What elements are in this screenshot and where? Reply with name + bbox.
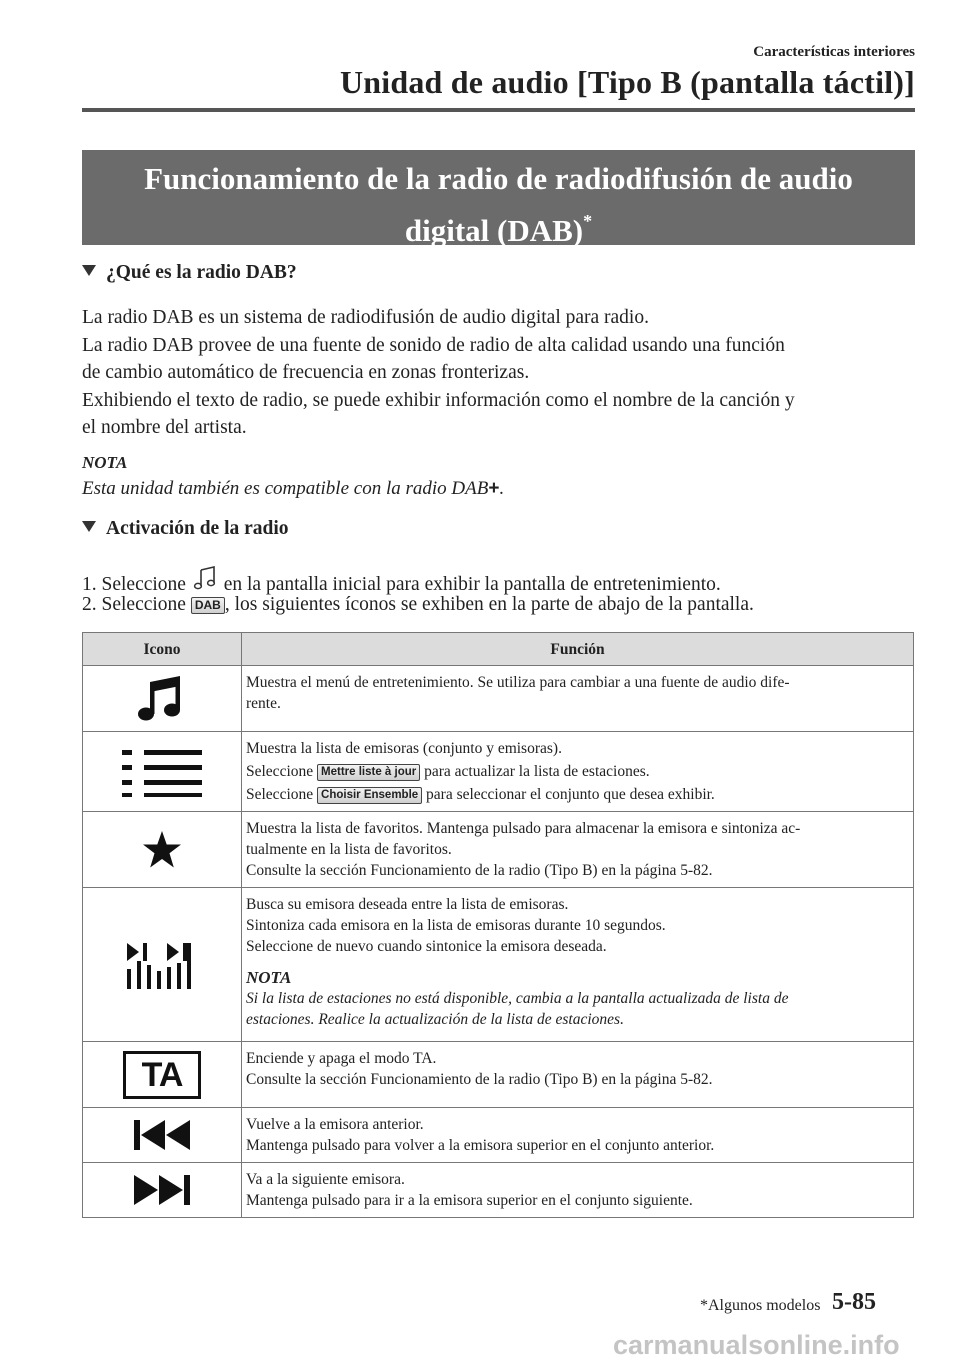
select-word: Seleccione — [246, 786, 314, 803]
update-list-button[interactable]: Mettre liste à jour — [317, 764, 420, 781]
function-line — [246, 784, 907, 805]
skip-forward-icon[interactable] — [134, 1173, 190, 1207]
icon-cell — [83, 1163, 242, 1218]
footnote: *Algunos modelos — [700, 1297, 821, 1314]
table-row — [83, 666, 914, 732]
table-row — [83, 1108, 914, 1163]
section-banner — [82, 150, 915, 248]
function-text: para actualizar la lista de estaciones. — [424, 763, 650, 780]
music-note-icon[interactable] — [136, 674, 188, 724]
step-2 — [82, 594, 754, 616]
triangle-bullet-icon — [82, 521, 96, 532]
function-line: Consulte la sección Funcionamiento de la radio (Tipo B) en la página 5-82. — [246, 1071, 713, 1088]
subheading-text: Activación de la radio — [106, 518, 289, 539]
function-line: Muestra la lista de favoritos. Mantenga pulsado para almacenar la emisora e sintoniza ac- — [246, 820, 801, 837]
dab-plus-mark: + — [488, 478, 500, 499]
function-line: Muestra la lista de emisoras (conjunto y emisoras). — [246, 740, 562, 757]
column-header-function: Función — [242, 633, 914, 666]
select-word: Seleccione — [246, 763, 314, 780]
step-1-prefix: 1. Seleccione — [82, 574, 186, 595]
step-2-prefix: 2. Seleccione — [82, 594, 186, 615]
function-line: Vuelve a la emisora anterior. — [246, 1116, 424, 1133]
function-line: Consulte la sección Funcionamiento de la radio (Tipo B) en la página 5-82. — [246, 862, 713, 879]
intro-line: Exhibiendo el texto de radio, se puede exhibir información como el nombre de la canción y — [82, 389, 795, 411]
note-text — [82, 478, 504, 500]
note-text-body: Esta unidad también es compatible con la radio DAB — [82, 478, 489, 499]
function-cell — [242, 666, 914, 732]
function-cell — [242, 1108, 914, 1163]
intro-line: La radio DAB provee de una fuente de sonido de radio de alta calidad usando una función — [82, 334, 785, 356]
subheading-what-is-dab — [82, 262, 297, 284]
scan-icon[interactable] — [127, 941, 197, 989]
icon-cell — [83, 1108, 242, 1163]
function-cell — [242, 888, 914, 1042]
function-cell — [242, 812, 914, 888]
note-line: Si la lista de estaciones no está disponible, cambia a la pantalla actualizada de lista de — [246, 990, 789, 1007]
icon-cell — [83, 812, 242, 888]
column-header-icon: Icono — [83, 633, 242, 666]
list-icon[interactable] — [122, 747, 202, 797]
banner-asterisk: * — [583, 211, 593, 231]
note-heading: NOTA — [82, 453, 128, 472]
table-row — [83, 732, 914, 812]
function-line: Enciende y apaga el modo TA. — [246, 1050, 437, 1067]
dab-button[interactable]: DAB — [191, 597, 225, 614]
note-heading: NOTA — [246, 968, 292, 987]
header-section: Características interiores — [753, 44, 915, 60]
step-2-suffix: , los siguientes íconos se exhiben en la parte de abajo de la pantalla. — [224, 594, 754, 615]
icon-cell — [83, 666, 242, 732]
choose-ensemble-button[interactable]: Choisir Ensemble — [317, 787, 422, 804]
function-line: Sintoniza cada emisora en la lista de emisoras durante 10 segundos. — [246, 917, 666, 934]
page-title: Unidad de audio [Tipo B (pantalla táctil)] — [339, 64, 915, 100]
function-line: Mantenga pulsado para ir a la emisora superior en el conjunto siguiente. — [246, 1192, 693, 1209]
intro-line: el nombre del artista. — [82, 417, 247, 438]
function-line: Mantenga pulsado para volver a la emisora superior en el conjunto anterior. — [246, 1137, 715, 1154]
table-row — [83, 1163, 914, 1218]
step-1 — [82, 566, 721, 596]
banner-line-2 — [82, 200, 915, 252]
function-line: Va a la siguiente emisora. — [246, 1171, 405, 1188]
subheading-activation — [82, 518, 289, 540]
table-row — [83, 888, 914, 1042]
function-cell — [242, 1042, 914, 1108]
icon-cell — [83, 888, 242, 1042]
intro-line: La radio DAB es un sistema de radiodifusión de audio digital para radio. — [82, 307, 649, 328]
table-row — [83, 812, 914, 888]
skip-back-icon[interactable] — [134, 1118, 190, 1152]
page-number: 5-85 — [832, 1289, 876, 1315]
table-header-row — [83, 633, 914, 666]
triangle-bullet-icon — [82, 265, 96, 276]
function-line: Busca su emisora deseada entre la lista de emisoras. — [246, 896, 569, 913]
banner-line-1: Funcionamiento de la radio de radiodifusión de audio — [144, 161, 853, 196]
music-note-icon — [193, 566, 217, 592]
note-text-end: . — [499, 478, 505, 499]
function-cell — [242, 1163, 914, 1218]
intro-paragraph — [82, 304, 917, 442]
banner-line-2-text: digital (DAB) — [404, 213, 584, 248]
ta-icon-text: TA — [141, 1055, 183, 1094]
function-text: para seleccionar el conjunto que desea exhibir. — [426, 786, 715, 803]
function-line: tualmente en la lista de favoritos. — [246, 841, 452, 858]
function-line: rente. — [246, 695, 281, 712]
header-rule — [82, 108, 915, 112]
intro-line: de cambio automático de frecuencia en zonas fronterizas. — [82, 362, 530, 383]
icon-cell — [83, 732, 242, 812]
function-cell — [242, 732, 914, 812]
icon-cell — [83, 1042, 242, 1108]
star-icon[interactable] — [142, 830, 182, 870]
function-line — [246, 761, 907, 782]
icon-function-table — [82, 632, 914, 1218]
note-line: estaciones. Realice la actualización de la lista de estaciones. — [246, 1011, 624, 1028]
ta-icon[interactable] — [123, 1051, 201, 1099]
watermark: carmanualsonline.info — [613, 1330, 900, 1360]
function-line: Seleccione de nuevo cuando sintonice la emisora deseada. — [246, 938, 607, 955]
function-line: Muestra el menú de entretenimiento. Se utiliza para cambiar a una fuente de audio dife- — [246, 674, 790, 691]
table-row — [83, 1042, 914, 1108]
subheading-text: ¿Qué es la radio DAB? — [106, 262, 297, 283]
step-1-suffix: en la pantalla inicial para exhibir la pantalla de entretenimiento. — [223, 574, 721, 595]
